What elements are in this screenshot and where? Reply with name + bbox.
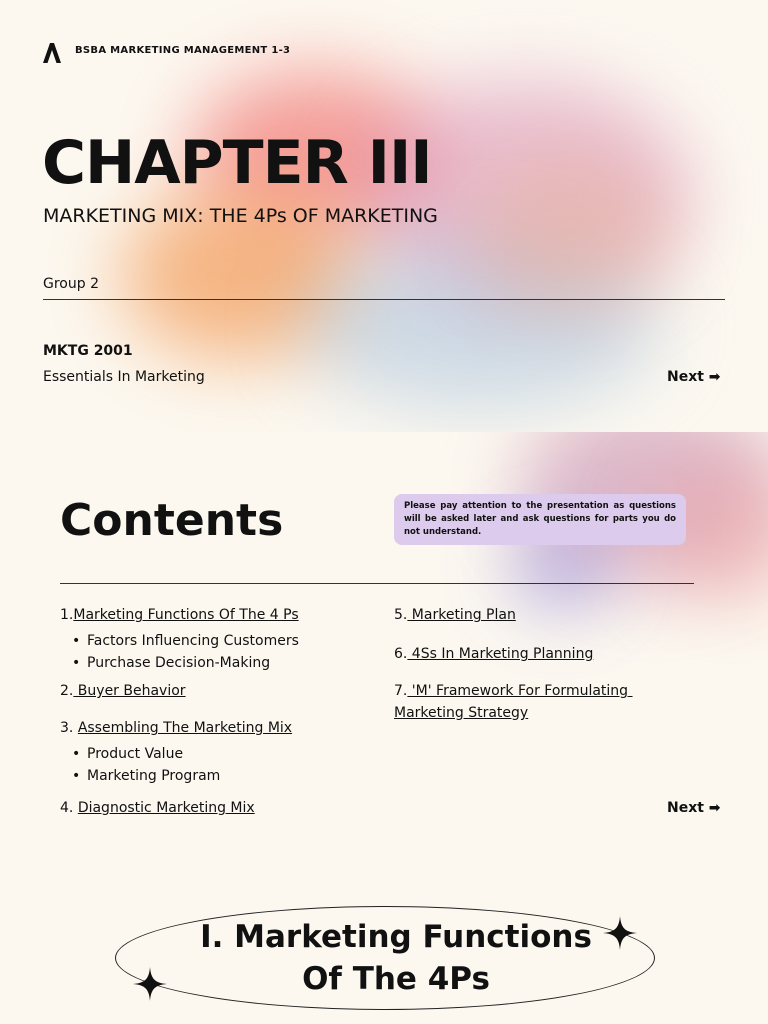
- toc-subitem: • Product Value: [87, 743, 183, 765]
- toc-subitem: • Factors Influencing Customers: [87, 630, 299, 652]
- toc-link[interactable]: Marketing Functions Of The 4 Ps: [73, 607, 299, 623]
- toc-number: 4.: [60, 800, 78, 816]
- toc-item: [394, 643, 593, 665]
- toc-link[interactable]: Buyer Behavior: [73, 683, 186, 699]
- chapter-title: CHAPTER III: [42, 128, 432, 198]
- toc-number: 3.: [60, 720, 78, 736]
- toc-link[interactable]: Marketing Plan: [407, 607, 516, 623]
- section-heading: [150, 916, 642, 1000]
- toc-link[interactable]: 'M' Framework For Formulating Marketing Strategy: [394, 683, 633, 721]
- section-heading-slide: [0, 872, 768, 1024]
- toc-number: 7.: [394, 683, 408, 699]
- cover-slide: [0, 0, 768, 432]
- divider: [43, 299, 725, 300]
- toc-number: 6.: [394, 646, 408, 662]
- toc-item: [60, 680, 186, 702]
- toc-item: [60, 717, 292, 739]
- toc-link[interactable]: 4Ss In Marketing Planning: [407, 646, 594, 662]
- logo-icon: [43, 43, 61, 63]
- toc-link[interactable]: Assembling The Marketing Mix: [77, 720, 293, 736]
- course-tag: BSBA MARKETING MANAGEMENT 1-3: [75, 45, 291, 56]
- group-label: Group 2: [43, 276, 99, 292]
- contents-slide: [0, 432, 768, 872]
- sparkle-icon: [603, 916, 637, 950]
- notice-box: Please pay attention to the presentation as questions will be asked later and ask questions for parts you do not understand.: [394, 494, 686, 545]
- next-button[interactable]: Next ➡: [667, 800, 721, 816]
- toc-subitem: • Marketing Program: [87, 765, 220, 787]
- chapter-subtitle: MARKETING MIX: THE 4Ps OF MARKETING: [43, 205, 438, 227]
- toc-number: 2.: [60, 683, 74, 699]
- divider: [60, 583, 694, 584]
- contents-title: Contents: [60, 495, 284, 546]
- toc-item: [394, 680, 654, 724]
- toc-number: 1.: [60, 607, 74, 623]
- toc-item: [60, 797, 255, 819]
- course-name: Essentials In Marketing: [43, 369, 205, 385]
- gradient-blob: [470, 150, 670, 310]
- section-heading-line: Of The 4Ps: [302, 961, 490, 997]
- toc-link[interactable]: Diagnostic Marketing Mix: [77, 800, 255, 816]
- toc-item: [394, 604, 516, 626]
- section-heading-line: I. Marketing Functions: [200, 919, 592, 955]
- course-code: MKTG 2001: [43, 343, 133, 359]
- sparkle-icon: [133, 967, 167, 1001]
- toc-subitem: • Purchase Decision-Making: [87, 652, 270, 674]
- toc-item: [60, 604, 299, 626]
- toc-number: 5.: [394, 607, 408, 623]
- next-button[interactable]: Next ➡: [667, 369, 721, 385]
